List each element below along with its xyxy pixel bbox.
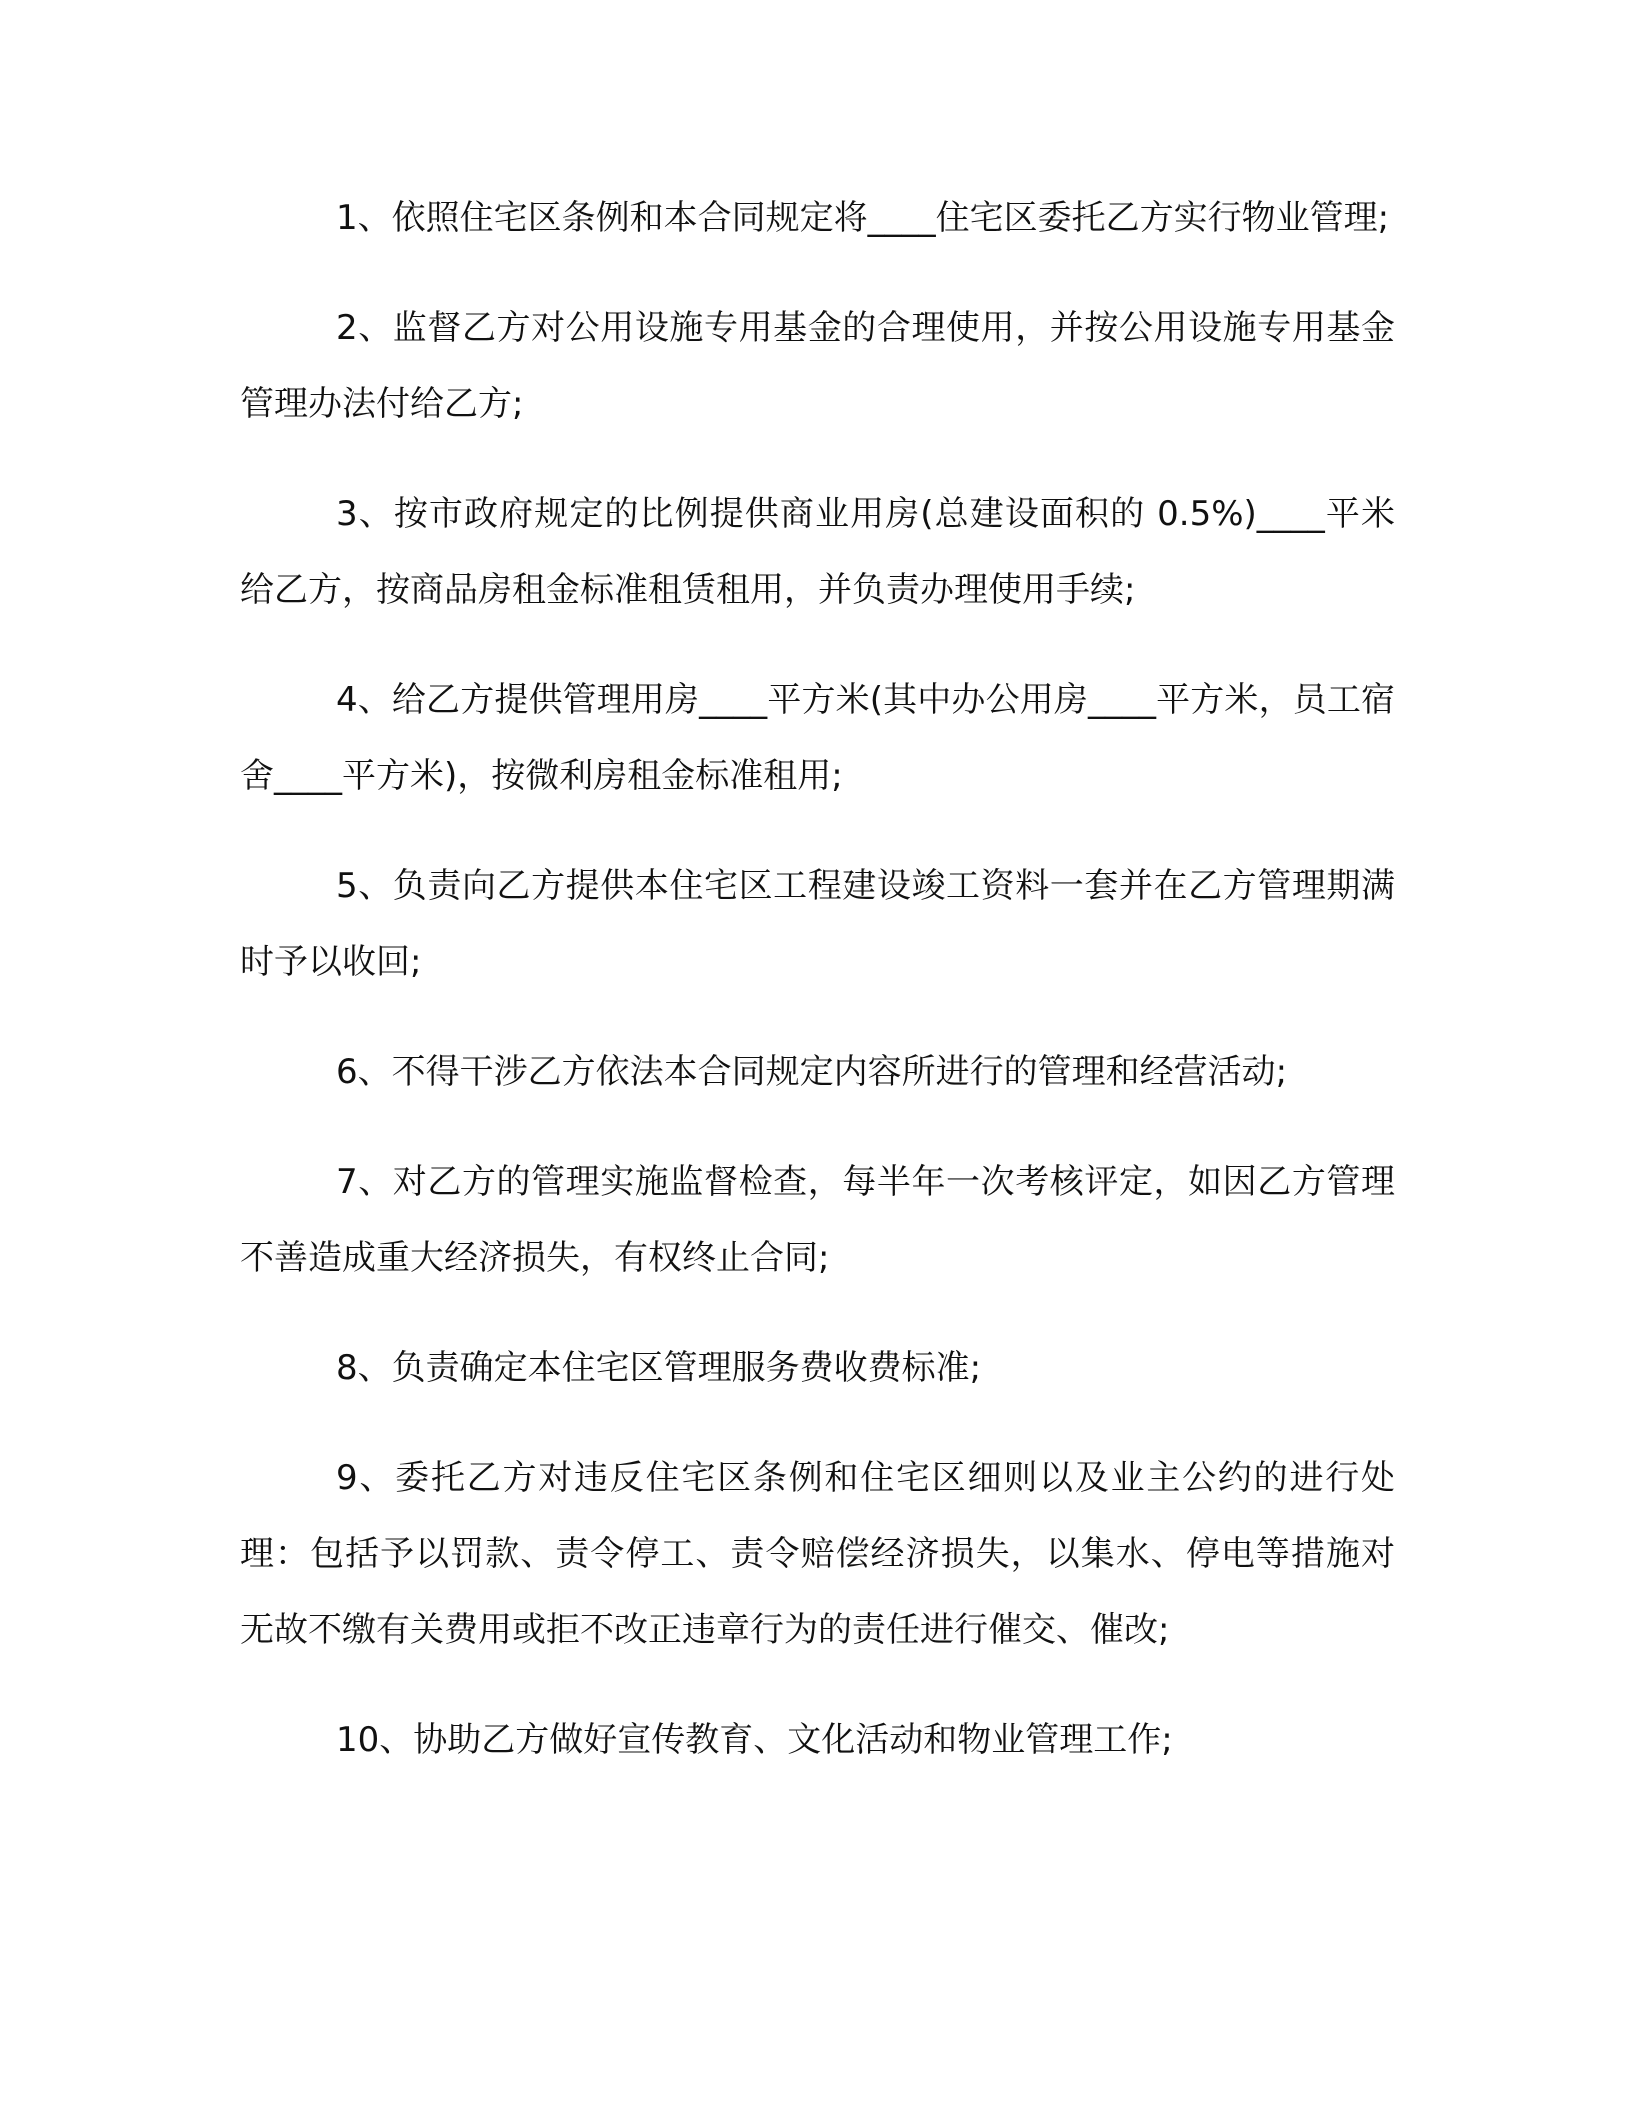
clause-1: 1、依照住宅区条例和本合同规定将____住宅区委托乙方实行物业管理;	[336, 198, 1390, 238]
clause-8: 8、负责确定本住宅区管理服务费收费标准;	[336, 1348, 982, 1388]
clause-3: 3、按市政府规定的比例提供商业用房(总建设面积的 0.5%)____平米给乙方，按商品房租金标准租赁租用，并负责办理使用手续;	[240, 494, 1395, 610]
clause-2: 2、监督乙方对公用设施专用基金的合理使用，并按公用设施专用基金管理办法付给乙方;	[240, 308, 1395, 424]
clause-5: 5、负责向乙方提供本住宅区工程建设竣工资料一套并在乙方管理期满时予以收回;	[240, 866, 1395, 982]
clause-6: 6、不得干涉乙方依法本合同规定内容所进行的管理和经营活动;	[336, 1052, 1288, 1092]
clause-7: 7、对乙方的管理实施监督检查，每半年一次考核评定，如因乙方管理不善造成重大经济损失，有权终止合同;	[240, 1162, 1395, 1278]
clause-4: 4、给乙方提供管理用房____平方米(其中办公用房____平方米，员工宿舍____平方米)，按微利房租金标准租用;	[240, 680, 1395, 796]
clause-10: 10、协助乙方做好宣传教育、文化活动和物业管理工作;	[336, 1720, 1173, 1760]
clause-9: 9、委托乙方对违反住宅区条例和住宅区细则以及业主公约的进行处理：包括予以罚款、责令停工、责令赔偿经济损失，以集水、停电等措施对无故不缴有关费用或拒不改正违章行为的责任进行催交、催改;	[240, 1458, 1395, 1650]
contract-clauses	[240, 180, 1395, 1812]
